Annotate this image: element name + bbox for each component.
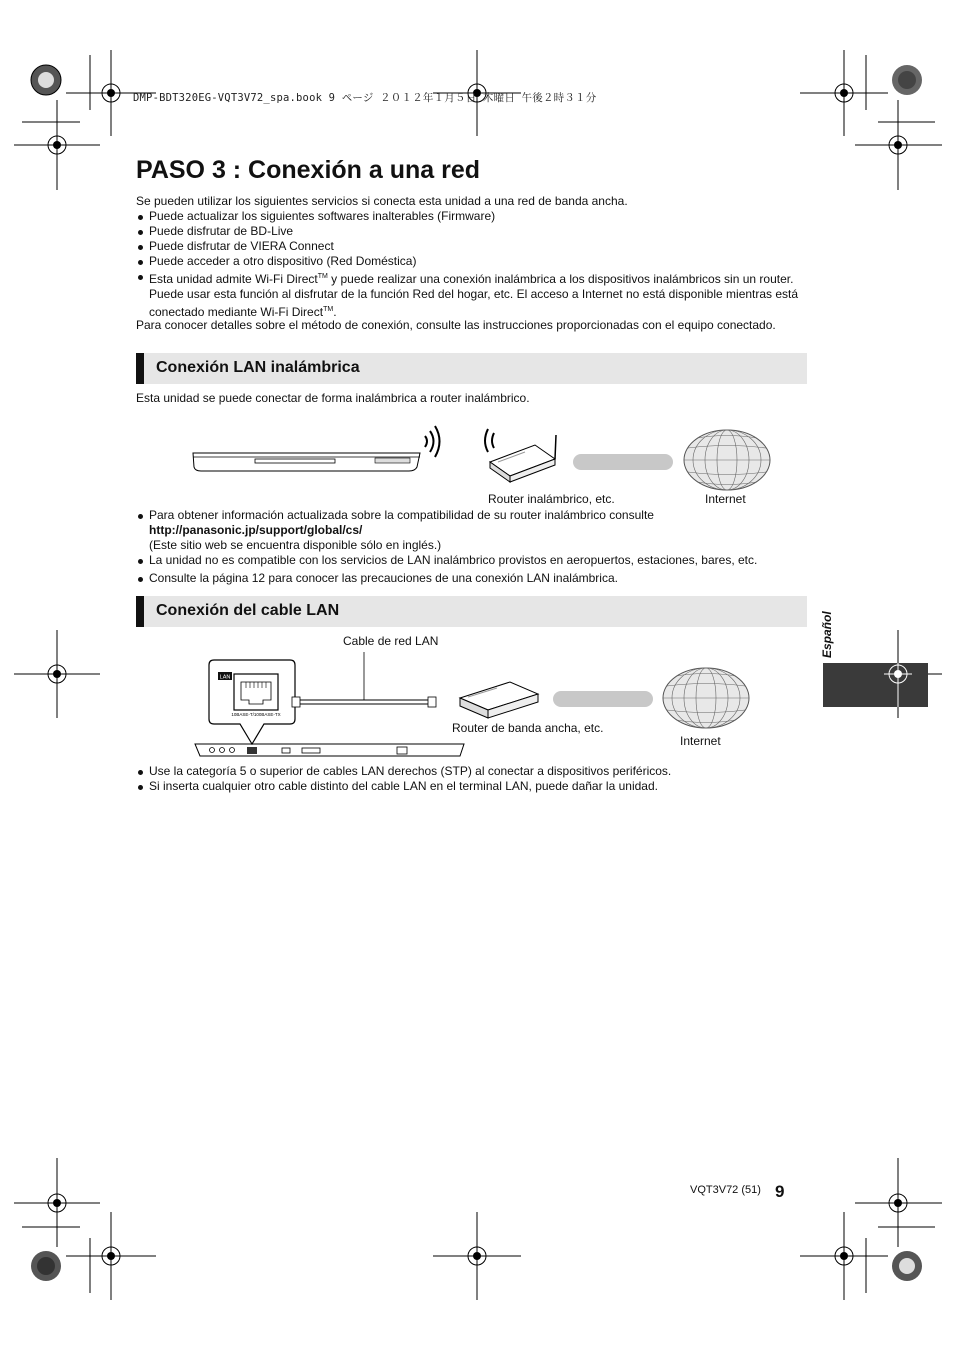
internet-caption: Internet <box>705 492 746 506</box>
lan-spec-text: 10BASE-T/100BASE-TX <box>231 712 281 717</box>
language-tab <box>823 663 928 707</box>
list-item: Para obtener información actualizada sobre la compatibilidad de su router inalámbrico consulte http://panasonic.jp/support/global/cs/ (Este sitio web se encuentra disponible sólo en inglés.) <box>136 508 808 553</box>
cable-diagram <box>192 652 752 762</box>
list-item: La unidad no es compatible con los servicios de LAN inalámbrico provistos en aeropuertos, estaciones, bares, etc. <box>136 553 808 568</box>
wireless-diagram <box>185 415 785 495</box>
list-item: Puede actualizar los siguientes softwares inalterables (Firmware) <box>136 209 808 224</box>
list-item: Puede acceder a otro dispositivo (Red Doméstica) <box>136 254 808 269</box>
cable-notes <box>136 764 808 794</box>
router-caption: Router inalámbrico, etc. <box>488 492 615 506</box>
lan-cable-illustration <box>292 652 436 707</box>
broadband-router-caption: Router de banda ancha, etc. <box>452 721 604 735</box>
details-text: Para conocer detalles sobre el método de conexión, consulte las instrucciones proporcionadas con el equipo conectado. <box>136 318 776 332</box>
list-item: Consulte la página 12 para conocer las precauciones de una conexión LAN inalámbrica. <box>136 571 808 586</box>
wifi-signal-icon <box>425 426 440 457</box>
connection-bar <box>553 691 653 707</box>
intro-text: Se pueden utilizar los siguientes servicios si conecta esta unidad a una red de banda ancha. <box>136 194 628 208</box>
list-item: Puede disfrutar de BD-Live <box>136 224 808 239</box>
lan-label-text: LAN <box>219 674 231 681</box>
lan-port-zoom-callout <box>209 660 295 744</box>
cable-internet-caption: Internet <box>680 734 721 748</box>
support-url: http://panasonic.jp/support/global/cs/ <box>149 523 363 537</box>
internet-globe-icon <box>684 430 770 490</box>
language-label: Español <box>820 611 834 658</box>
list-item: Si inserta cualquier otro cable distinto del cable LAN en el terminal LAN, puede dañar la unidad. <box>136 779 808 794</box>
section-heading-wireless: Conexión LAN inalámbrica <box>136 353 807 384</box>
broadband-router-illustration <box>460 682 538 718</box>
page-title: PASO 3 : Conexión a una red <box>136 156 481 184</box>
wireless-text: Esta unidad se puede conectar de forma inalámbrica a router inalámbrico. <box>136 391 530 405</box>
wireless-notes <box>136 508 808 586</box>
blu-ray-player-illustration <box>193 453 420 471</box>
page-number: 9 <box>775 1182 785 1201</box>
print-header: DMP-BDT320EG-VQT3V72_spa.book 9 ページ ２０１２年１月５日 木曜日 午後２時３１分 <box>133 92 597 104</box>
wireless-router-illustration <box>485 429 556 482</box>
footer-code: VQT3V72 (51) <box>690 1184 761 1196</box>
list-item: Puede disfrutar de VIERA Connect <box>136 239 808 254</box>
player-rear-panel-illustration <box>195 744 464 756</box>
services-list <box>136 209 808 320</box>
internet-globe-icon <box>663 668 749 728</box>
list-item-wifi-direct: Esta unidad admite Wi-Fi Direct™ y puede realizar una conexión inalámbrica a los dispositivos inalámbricos sin un router. Puede usar esta función al disfrutar de la función Red del hogar, etc. El acceso a Internet no está disponible mientras está conectado mediante Wi-Fi Direct™. <box>136 269 808 320</box>
connection-bar <box>573 454 673 470</box>
list-item: Use la categoría 5 o superior de cables LAN derechos (STP) al conectar a dispositivos periféricos. <box>136 764 808 779</box>
section-heading-cable: Conexión del cable LAN <box>136 596 807 627</box>
cable-caption: Cable de red LAN <box>343 634 439 648</box>
